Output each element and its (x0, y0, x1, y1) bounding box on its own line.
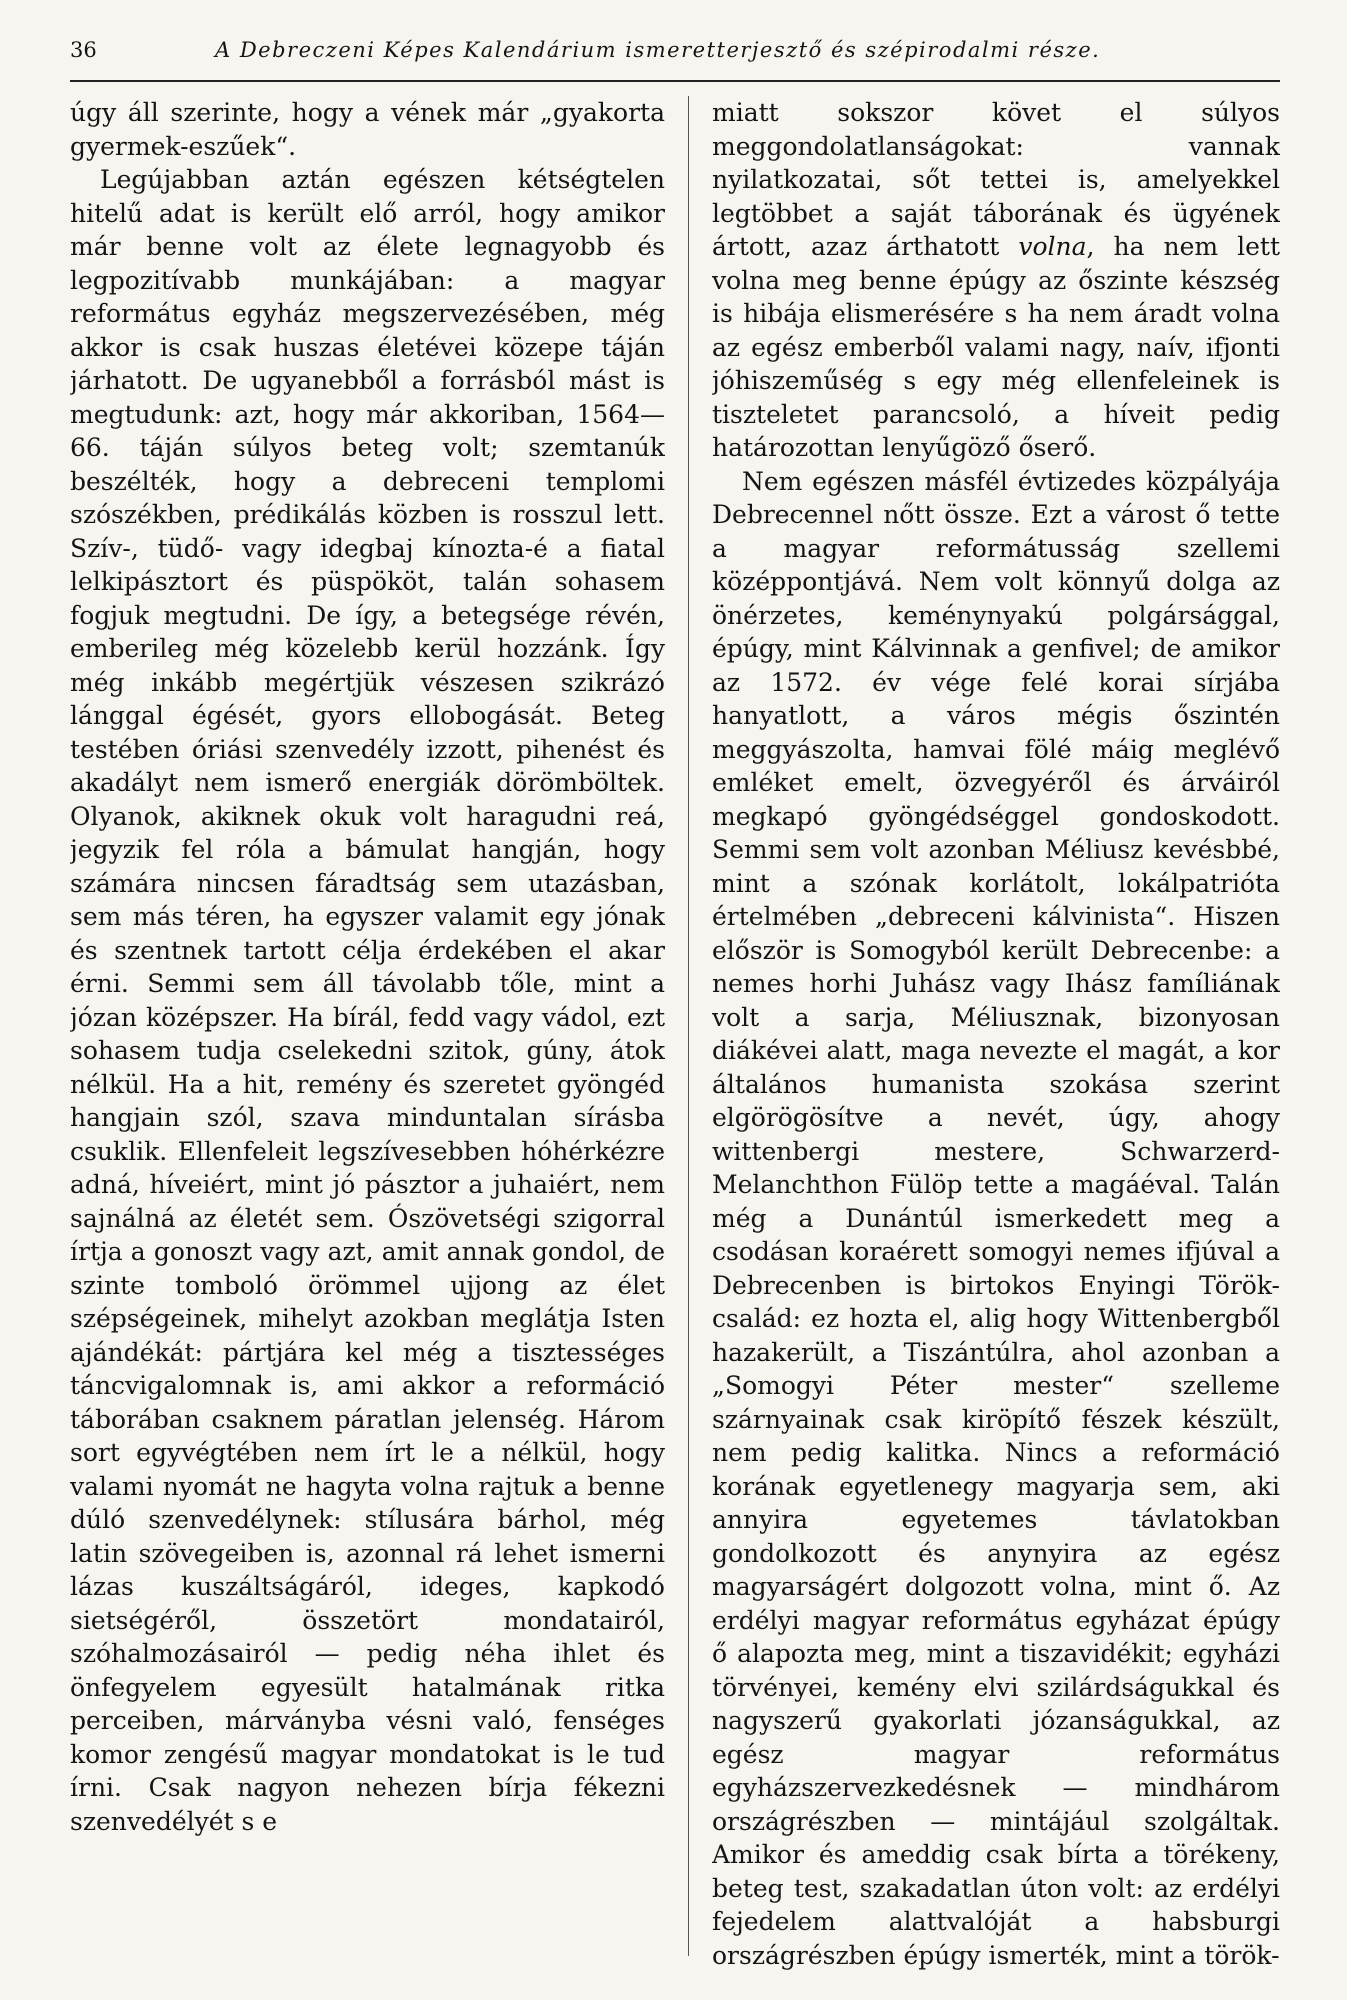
left-column (70, 96, 665, 1976)
left-paragraph-2: Legújabban aztán egészen kétségtelen hitelű adat is került elő arról, hogy amikor már benne volt az élete legnagyobb és legpozitívabb munkájában: a magyar református egyház megszervezésében, még akkor is csak huszas életévei közepe táján járhatott. De ugyanebből a forrásból mást is megtudunk: azt, hogy már akkoriban, 1564—66. táján súlyos beteg volt; szemtanúk beszélték, hogy a debreceni templomi szószékben, prédikálás közben is rosszul lett. Szív-, tüdő- vagy idegbaj kínozta-é a fiatal lelkipásztort és püspököt, talán sohasem fogjuk megtudni. De így, a betegsége révén, emberileg még közelebb kerül hozzánk. Így még inkább megértjük vészesen szikrázó lánggal égését, gyors ellobogását. Beteg testében óriási szenvedély izzott, pihenést és akadályt nem ismerő energiák dörömböltek. Olyanok, akiknek okuk volt haragudni reá, jegyzik fel róla a bámulat hangján, hogy számára nincsen fáradtság sem utazásban, sem más téren, ha egyszer valamit egy jónak és szentnek tartott célja érdekében el akar érni. Semmi sem áll távolabb tőle, mint a józan középszer. Ha bírál, fedd vagy vádol, ezt sohasem tudja cselekedni szitok, gúny, átok nélkül. Ha a hit, remény és szeretet gyöngéd hangjain szól, szava minduntalan sírásba csuklik. Ellenfeleit legszívesebben hóhérkézre adná, híveiért, mint jó pásztor a juhaiért, nem sajnálná az életét sem. Ószövetségi szigorral írtja a gonoszt vagy azt, amit annak gondol, de szinte tomboló örömmel ujjong az élet szépségeinek, mihelyt azokban meglátja Isten ajándékát: pártjára kel még a tisztességes táncvigalomnak is, ami akkor a reformáció táborában csaknem páratlan jelenség. Három sort egyvégtében nem írt le a nélkül, hogy valami nyomát ne hagyta volna rajtuk a benne dúló szenvedélynek: stílusára bárhol, még latin szövegeiben is, azonnal rá lehet ismerni lázas kuszáltságáról, ideges, kapkodó sietségéről, összetört mondatairól, szóhalmozásairól — pedig néha ihlet és önfegyelem egyesült hatalmának ritka perceiben, márványba vésni való, fenséges komor zengésű magyar mondatokat is le tud írni. Csak nagyon nehezen bírja fékezni szenvedélyét s e (70, 165, 665, 1836)
right-paragraph-1-text-b: , ha nem lett volna meg benne épúgy az őszinte készség is hibája elismerésére s ha nem áradt volna az egész emberből valami nagy, naív, ifjonti jóhiszeműség s egy még ellenfeleinek is tiszteletet parancsoló, a híveit pedig határozottan lenyűgöző őserő. (712, 232, 1280, 462)
right-column (712, 96, 1280, 1976)
right-paragraph-1 (712, 96, 1280, 465)
header-rule (70, 80, 1280, 82)
left-paragraph-1: úgy áll szerinte, hogy a vének már „gyakorta gyermek-eszűek“. (70, 98, 665, 161)
page-number: 36 (70, 38, 97, 62)
column-divider (688, 96, 689, 1956)
right-paragraph-2: Nem egészen másfél évtizedes közpályája Debrecennel nőtt össze. Ezt a várost ő tette a magyar reformátusság szellemi középpontjává. Nem volt könnyű dolga az önérzetes, keménynyakú polgársággal, épúgy, mint Kálvinnak a genfivel; de amikor az 1572. év vége felé korai sírjába hanyatlott, a város mégis őszintén meggyászolta, hamvai fölé máig meglévő emléket emelt, özvegyéről és árváiról megkapó gyöngédséggel gondoskodott. Semmi sem volt azonban Méliusz kevésbbé, mint a szónak korlátolt, lokálpatrióta értelmében „debreceni kálvinista“. Hiszen először is Somogyból került Debrecenbe: a nemes horhi Juhász vagy Ihász famíliának volt a sarja, Méliusznak, bizonyosan diákévei alatt, maga nevezte el magát, a kor általános humanista szokása szerint elgörögösítve a nevét, úgy, ahogy wittenbergi mestere, Schwarzerd-Melanchthon Fülöp tette a magáéval. Talán még a Dunántúl ismerkedett meg a csodásan koraérett somogyi nemes ifjúval a Debrecenben is birtokos Enyingi Török-család: ez hozta el, alig hogy Wittenbergből hazakerült, a Tiszántúlra, ahol azonban a „Somogyi Péter mester“ szelleme szárnyainak csak kiröpítő fészek készült, nem pedig kalitka. Nincs a reformáció korának egyetlenegy magyarja sem, aki annyira egyetemes távlatokban gondolkozott és anynyira az egész magyarságért dolgozott volna, mint ő. Az erdélyi magyar református egyházat épúgy ő alapozta meg, mint a tiszavidékit; egyházi törvényei, kemény elvi szilárdságukkal és nagyszerű gyakorlati józanságukkal, az egész magyar református egyházszervezkedésnek — mindhárom országrészben — mintájául szolgáltak. Amikor és ameddig csak bírta a törékeny, beteg test, szakadatlan úton volt: az erdélyi fejedelem alattvalóját a habsburgi országrészben épúgy ismerték, mint a török- (712, 466, 1280, 1970)
emphasis-volna: volna (1018, 232, 1087, 261)
running-title: A Debreczeni Képes Kalendárium ismeretterjesztő és szépirodalmi része. (215, 38, 1101, 62)
page-header (70, 30, 1280, 70)
right-paragraph-1-text-a: miatt sokszor követ el súlyos meggondolatlanságokat: vannak nyilatkozatai, sőt tettei is, amelyekkel legtöbbet a saját táborának és ügyének ártott, azaz árthatott (712, 98, 1280, 261)
